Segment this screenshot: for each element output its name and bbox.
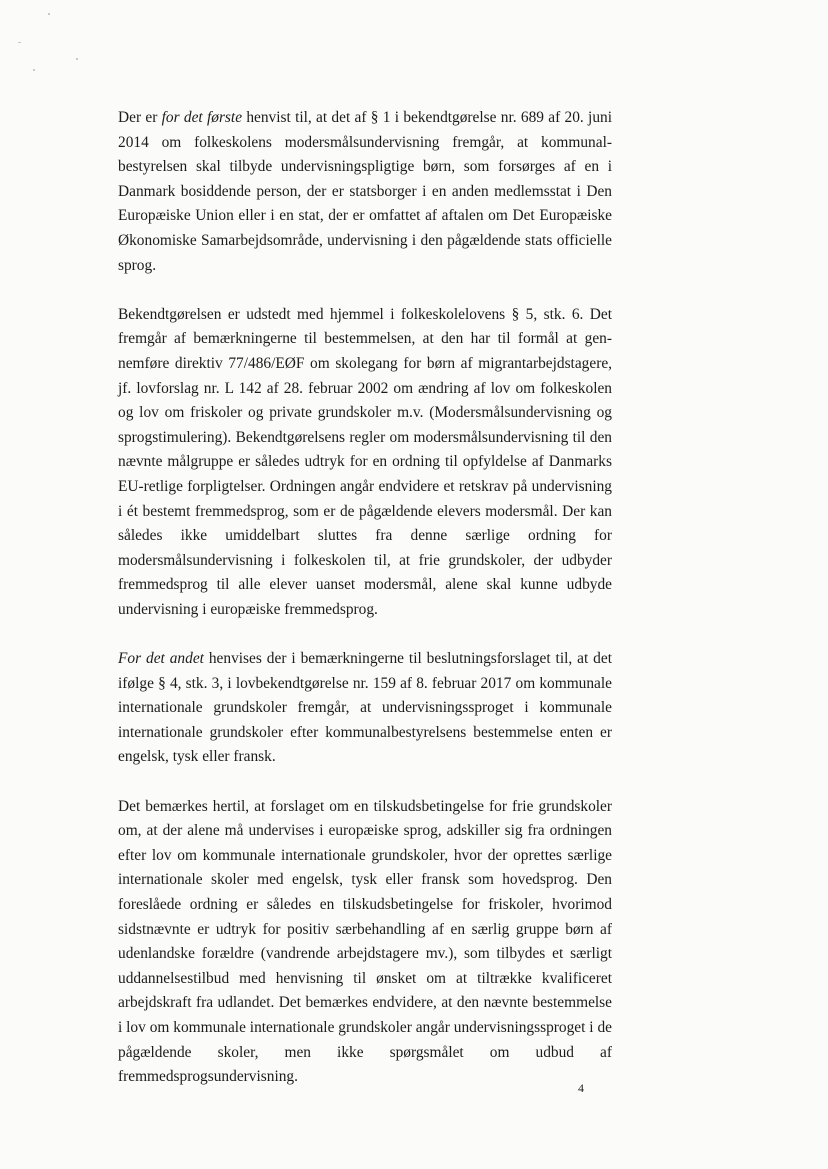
paragraph-3 (118, 647, 612, 770)
paragraph-1 (118, 106, 612, 278)
scan-speck (76, 58, 78, 60)
paragraph-4 (118, 795, 612, 1090)
paragraph-1-run-2: for det første (161, 109, 243, 126)
paragraph-3-run-2: henvises der i bemærkningerne til beslutningsforslaget til, at det ifølge § 4, stk. 3, i lovbekendtgørelse nr. 159 af 8. februar 2017 om kommunale internationale grundskoler fremgår, at undervisningssproget i kommunale internationale grundskoler efter kommunalbestyrelsens bestemmelse enten er engelsk, tysk eller fransk. (118, 650, 612, 766)
scan-speck (48, 13, 50, 15)
paragraph-2 (118, 303, 612, 623)
page-number: 4 (578, 1081, 584, 1095)
paragraph-1-run-3: henvist til, at det af § 1 i bekendtgørelse nr. 689 af 20. juni 2014 om folkeskolens modersmålsundervisning fremgår, at kommunalbestyrelsen skal tilbyde undervisningspligtige børn, som forsørges af en i Danmark bosiddende person, der er statsborger i en anden medlemsstat i Den Europæiske Union eller i en stat, der er omfattet af aftalen om Det Europæiske Økonomiske Samarbejdsområde, undervisning i den pågældende stats officielle sprog. (118, 109, 612, 274)
document-body (118, 106, 612, 1090)
paragraph-1-run-1: Der er (118, 109, 162, 126)
scan-speck (33, 69, 35, 71)
paragraph-2-run-1: Bekendtgørelsen er udstedt med hjemmel i folkeskolelovens § 5, stk. 6. Det fremgår af bemærkningerne til bestemmelsen, at den har til formål at gennemføre direktiv 77/486/EØF om skolegang for børn af migrantarbejdstagere, jf. lovforslag nr. L 142 af 28. februar 2002 om ændring af lov om folkeskolen og lov om friskoler og private grundskoler m.v. (Modersmålsundervisning og sprogstimulering). Bekendtgørelsens regler om modersmålsundervisning til den nævnte målgruppe er således udtryk for en ordning til opfyldelse af Danmarks EU-retlige forpligtelser. Ordningen angår endvidere et retskrav på undervisning i ét bestemt fremmedsprog, som er de pågældende elevers modersmål. Der kan således ikke umiddelbart sluttes fra denne særlige ordning for modersmålsundervisning i folkeskolen til, at frie grundskoler, der udbyder fremmedsprog til alle elever uanset modersmål, alene skal kunne udbyde undervisning i europæiske fremmedsprog. (118, 305, 612, 618)
paragraph-3-run-1: For det andet (118, 650, 204, 668)
paragraph-4-run-1: Det bemærkes hertil, at forslaget om en tilskudsbetingelse for frie grundskoler om, at der alene må undervises i europæiske sprog, adskiller sig fra ordningen efter lov om kommunale internationale grundskoler, hvor der oprettes særlige internationale skoler med engelsk, tysk eller fransk som hovedsprog. Den foreslåede ordning er således en tilskudsbetingelse for friskoler, hvorimod sidstnævnte er udtryk for positiv særbehandling af en særlig gruppe børn af udenlandske forældre (vandrende arbejdstagere mv.), som tilbydes et særligt uddannelsestilbud med henvisning til ønsket om at tiltrække kvalificeret arbejdskraft fra udlandet. Det bemærkes endvidere, at den nævnte bestemmelse i lov om kommunale internationale grundskoler angår undervisningssproget i de pågældende skoler, men ikke spørgsmålet om udbud af fremmedsprogsundervisning. (118, 797, 612, 1086)
scan-speck (18, 42, 21, 43)
